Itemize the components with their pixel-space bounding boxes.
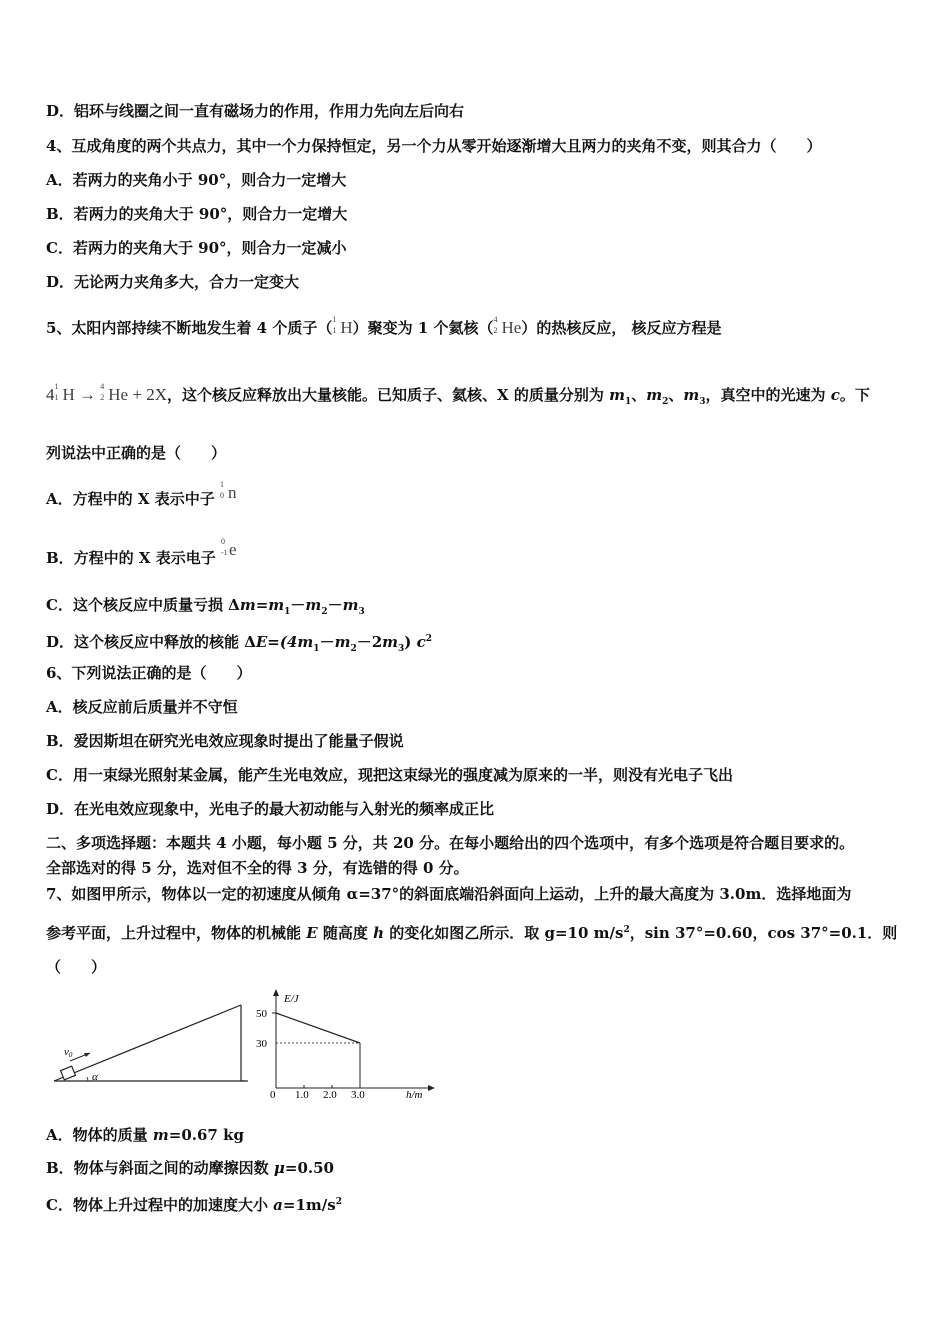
question-5 (46, 315, 722, 339)
nuclide-atomic-number: 0 (219, 491, 224, 500)
nuclide-proton (332, 315, 353, 339)
nuclide-symbol: n (227, 483, 237, 502)
sym-m2-sub: 2 (321, 607, 328, 617)
section-2-heading: 二、多项选择题：本题共 4 小题，每小题 5 分，共 20 分。在每小题给出的四个选项中，有多个选项是符合题目要求的。 (46, 834, 855, 852)
x-tick-label: 1.0 (295, 1089, 309, 1100)
nuclide-mass-number: 1 (332, 315, 337, 324)
sym-m2-sub: 2 (350, 644, 357, 654)
q7-text-d: ，sin 37°=0.60，cos 37°=0.1．则 (629, 924, 898, 942)
alpha-label: α (92, 1071, 98, 1083)
q4-option-c: C．若两力的夹角大于 90°，则合力一定减小 (46, 239, 347, 257)
nuclide-mass-number: 4 (100, 382, 105, 391)
q7-text-c: 的变化如图乙所示．取 g=10 m/s (384, 924, 624, 942)
eq-tail: + 2X (132, 385, 167, 404)
sym-m2: m (334, 633, 351, 651)
sym-h: h (373, 924, 385, 942)
fusion-equation (46, 382, 167, 404)
question-7-line2 (46, 920, 897, 943)
q5-eq-text-1: ，这个核反应释放出大量核能。已知质子、氦核、X 的质量分别为 (166, 386, 610, 404)
nuclide-helium (493, 315, 522, 339)
x-axis-label: h/m (406, 1089, 423, 1100)
question-7-brackets: （ ） (46, 958, 107, 976)
incline-slope (54, 1005, 241, 1081)
sym-m: m (239, 596, 256, 614)
q4-option-b: B．若两力的夹角大于 90°，则合力一定增大 (46, 205, 348, 223)
q5-option-b (46, 537, 237, 569)
nuclide-symbol: He (108, 385, 129, 404)
q5-continued: 列说法中正确的是（ ） (46, 444, 227, 462)
sym-m1: m (268, 596, 285, 614)
q7-text-a: 参考平面，上升过程中，物体的机械能 (46, 924, 307, 942)
q5-eq-text-2: ，真空中的光速为 (705, 386, 831, 404)
q7a-text: A．物体的质量 (46, 1126, 153, 1144)
nuclide-atomic-number: 2 (100, 393, 105, 402)
sym-paren: ) (404, 633, 412, 651)
sym-sep2: 、 (668, 386, 684, 404)
y-tick-label: 50 (256, 1008, 267, 1020)
q6-option-c: C．用一束绿光照射某金属，能产生光电效应，现把这束绿光的强度减为原来的一半，则没有光电子飞出 (46, 766, 733, 784)
nuclide-electron (221, 537, 237, 561)
sym-m2: m (305, 596, 322, 614)
q7b-text: B．物体与斜面之间的动摩擦因数 (46, 1159, 274, 1177)
nuclide-symbol: H (62, 385, 75, 404)
sym-m3-sub: 3 (358, 607, 365, 617)
q7c-value: =1m/s (282, 1196, 336, 1214)
nuclide-mass-number: 1 (54, 382, 59, 391)
nuclide-symbol: e (229, 540, 237, 559)
q7-option-a (46, 1125, 244, 1145)
nuclide-mass-number: 1 (219, 480, 224, 489)
nuclide-symbol: H (340, 318, 353, 337)
q6-option-d: D．在光电效应现象中，光电子的最大初动能与入射光的频率成正比 (46, 800, 495, 818)
q7-option-b (46, 1158, 334, 1178)
q5-equation-line (46, 382, 870, 412)
q7a-value: =0.67 kg (168, 1126, 244, 1144)
sym-mu: μ (273, 1159, 285, 1177)
nuclide-symbol: He (501, 318, 522, 337)
q5d-text: D．这个核反应中释放的核能 Δ (46, 633, 256, 651)
sym-m3: m (342, 596, 359, 614)
nuclide-atomic-number: 2 (493, 326, 498, 335)
question-7-line1: 7、如图甲所示，物体以一定的初速度从倾角 α=37°的斜面底端沿斜面向上运动，上升的最大高度为 3.0m．选择地面为 (46, 885, 852, 903)
q5-text-2: ）聚变为 1 个氦核（ (352, 319, 494, 337)
sym-m1-sub: 1 (313, 644, 320, 654)
sym-dE: E=(4 (255, 633, 298, 651)
sym-sq: 2 (623, 925, 630, 935)
q4-option-d: D．无论两力夹角多大，合力一定变大 (46, 273, 300, 291)
y-axis-arrow (273, 989, 279, 996)
eq-arrow: → (79, 385, 97, 404)
sym-m1: m (609, 386, 625, 404)
sym-m3: m (683, 386, 700, 404)
sym-m1: m (297, 633, 314, 651)
y-axis-label: E/J (284, 993, 299, 1005)
sym-minus2: －2 (356, 633, 383, 651)
v0-label: v0 (64, 1046, 73, 1059)
eq-coef: 4 (46, 385, 55, 404)
sym-sq: 2 (335, 1197, 342, 1207)
q5a-text: A．方程中的 X 表示中子 (46, 490, 215, 508)
sym-m3-sub: 3 (398, 644, 405, 654)
sym-E: E (306, 924, 318, 942)
x-axis-arrow (428, 1085, 435, 1091)
q7c-text: C．物体上升过程中的加速度大小 (46, 1196, 274, 1214)
eq-helium (100, 382, 129, 405)
sym-c: c (830, 386, 840, 404)
sym-m3-sub: 3 (699, 397, 706, 407)
q7-figure (46, 985, 446, 1100)
sym-m1-sub: 1 (624, 397, 632, 407)
nuclide-atomic-number: 1 (54, 393, 59, 402)
sym-c: c (416, 633, 426, 651)
nuclide-atomic-number: 1 (332, 326, 337, 335)
sym-minus: － (290, 596, 306, 614)
sym-m3: m (382, 633, 399, 651)
nuclide-mass-number: 0 (221, 537, 225, 546)
nuclide-atomic-number: -1 (221, 548, 228, 557)
x-tick-label: 2.0 (323, 1089, 337, 1100)
sym-minus: － (327, 596, 343, 614)
q4-option-a: A．若两力的夹角小于 90°，则合力一定增大 (46, 171, 347, 189)
q5c-text: C．这个核反应中质量亏损 Δ (46, 596, 240, 614)
sym-m: m (152, 1126, 169, 1144)
q5b-text: B．方程中的 X 表示电子 (46, 549, 216, 567)
sym-sep1: 、 (631, 386, 647, 404)
q6-option-b: B．爱因斯坦在研究光电效应现象时提出了能量子假说 (46, 732, 404, 750)
q5-eq-text-3: 。下 (839, 386, 870, 404)
q5-option-a (46, 480, 237, 510)
q5-option-c (46, 595, 365, 622)
q5-option-d (46, 629, 432, 659)
section-2-scoring: 全部选对的得 5 分，选对但不全的得 3 分，有选错的得 0 分。 (46, 859, 469, 877)
sym-m2: m (646, 386, 663, 404)
energy-line (276, 1013, 360, 1043)
origin-label: 0 (270, 1089, 276, 1100)
q7-text-b: 随高度 (317, 924, 374, 942)
sym-m2-sub: 2 (662, 397, 669, 407)
incline-diagram (54, 1005, 248, 1083)
x-tick-label: 3.0 (351, 1089, 365, 1100)
eq-proton (54, 382, 75, 405)
q5-text-3: ）的热核反应， 核反应方程是 (521, 319, 722, 337)
q7b-value: =0.50 (284, 1159, 334, 1177)
q6-option-a: A．核反应前后质量并不守恒 (46, 698, 238, 716)
sym-m1-sub: 1 (284, 607, 291, 617)
nuclide-mass-number: 4 (493, 315, 498, 324)
sym-eq: = (255, 596, 269, 614)
q7-option-c (46, 1192, 342, 1215)
option-d-ring-coil: D．铝环与线圈之间一直有磁场力的作用，作用力先向左后向右 (46, 102, 465, 120)
sym-minus: － (319, 633, 335, 651)
y-tick-label: 30 (256, 1038, 267, 1050)
question-6: 6、下列说法正确的是（ ） (46, 664, 252, 682)
sym-c-sup: 2 (425, 634, 433, 644)
sym-a: a (273, 1196, 283, 1214)
nuclide-neutron (219, 480, 237, 504)
energy-height-chart (256, 989, 435, 1100)
q5-text-1: 5、太阳内部持续不断地发生着 4 个质子（ (46, 319, 333, 337)
question-4: 4、互成角度的两个共点力，其中一个力保持恒定，另一个力从零开始逐渐增大且两力的夹角不变，则其合力（ ） (46, 137, 822, 155)
